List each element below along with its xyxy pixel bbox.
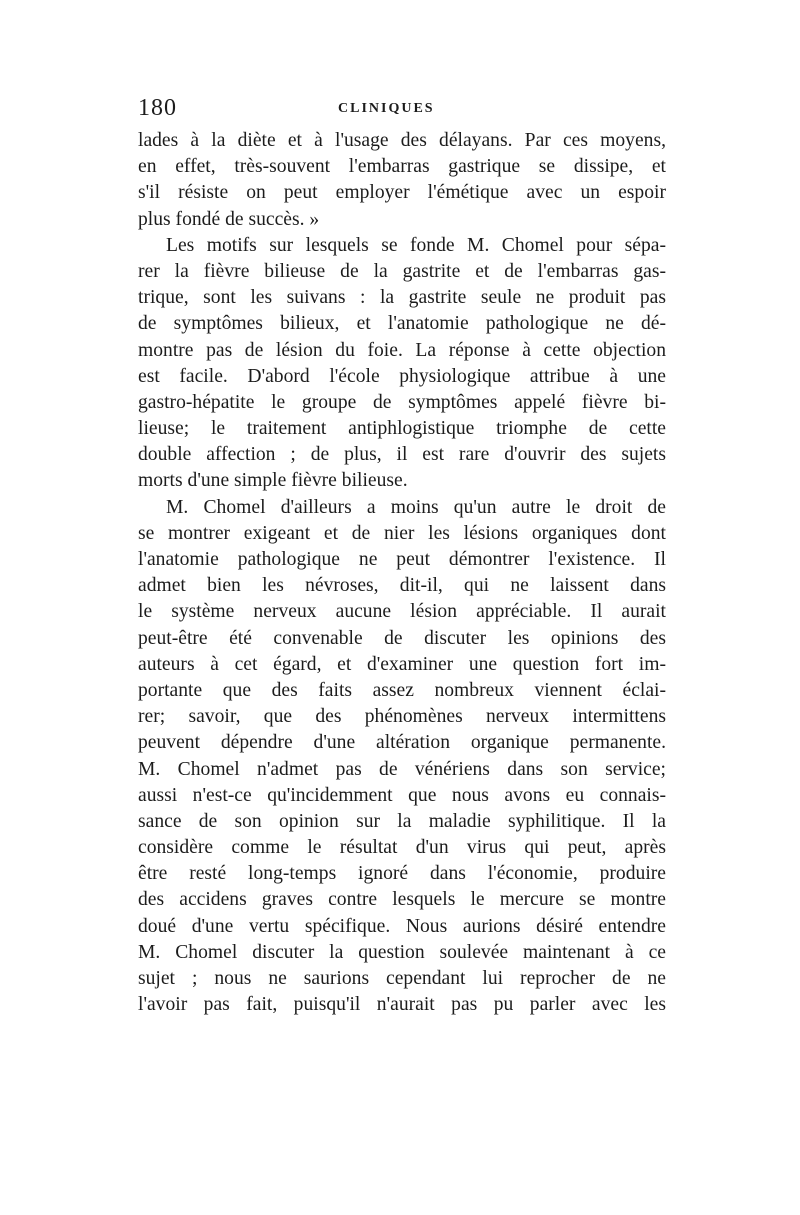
- text-line: des accidens graves contre lesquels le mercure se montre: [138, 889, 666, 911]
- text-line: rer la fièvre bilieuse de la gastrite et de l'embarras gas-: [138, 260, 666, 282]
- text-line: rer; savoir, que des phénomènes nerveux intermittens: [138, 706, 666, 728]
- text-line: se montrer exigeant et de nier les lésions organiques dont: [138, 522, 666, 544]
- text-line: portante que des faits assez nombreux viennent éclai-: [138, 679, 666, 701]
- text-line: lades à la diète et à l'usage des délayans. Par ces moyens,: [138, 130, 666, 151]
- text-line: le système nerveux aucune lésion appréciable. Il aurait: [138, 601, 666, 623]
- body-text: [138, 128, 666, 1018]
- text-line: auteurs à cet égard, et d'examiner une question fort im-: [138, 653, 666, 675]
- text-line: de symptômes bilieux, et l'anatomie pathologique ne dé-: [138, 313, 666, 335]
- text-line: trique, sont les suivans : la gastrite seule ne produit pas: [138, 287, 666, 309]
- text-line: l'avoir pas fait, puisqu'il n'aurait pas pu parler avec les: [138, 994, 666, 1016]
- running-head: CLINIQUES: [338, 101, 435, 116]
- text-line: sujet ; nous ne saurions cependant lui reprocher de ne: [138, 968, 666, 989]
- text-line: en effet, très-souvent l'embarras gastrique se dissipe, et: [138, 156, 666, 178]
- text-line: M. Chomel discuter la question soulevée maintenant à ce: [138, 941, 666, 963]
- text-line: considère comme le résultat d'un virus qui peut, après: [138, 837, 666, 859]
- text-line: sance de son opinion sur la maladie syphilitique. Il la: [138, 810, 666, 832]
- text-line: lieuse; le traitement antiphlogistique triomphe de cette: [138, 418, 666, 440]
- text-line: double affection ; de plus, il est rare d'ouvrir des sujets: [138, 444, 666, 466]
- text-line: M. Chomel n'admet pas de vénériens dans son service;: [138, 758, 666, 780]
- text-line: aussi n'est-ce qu'incidemment que nous avons eu connais-: [138, 784, 666, 806]
- text-line: l'anatomie pathologique ne peut démontrer l'existence. Il: [138, 549, 666, 570]
- text-line: morts d'une simple fièvre bilieuse.: [138, 470, 408, 492]
- text-line: doué d'une vertu spécifique. Nous aurions désiré entendre: [138, 915, 666, 937]
- text-line: plus fondé de succès. »: [138, 208, 320, 230]
- paragraph-first-line: M. Chomel d'ailleurs a moins qu'un autre le droit de: [166, 496, 666, 518]
- text-line: peuvent dépendre d'une altération organique permanente.: [138, 732, 666, 754]
- text-line: gastro-hépatite le groupe de symptômes appelé fièvre bi-: [138, 391, 666, 413]
- text-line: peut-être été convenable de discuter les opinions des: [138, 627, 666, 649]
- text-line: s'il résiste on peut employer l'émétique avec un espoir: [138, 182, 666, 204]
- text-line: montre pas de lésion du foie. La réponse à cette objection: [138, 339, 666, 361]
- text-line: admet bien les névroses, dit-il, qui ne laissent dans: [138, 575, 666, 597]
- text-line: est facile. D'abord l'école physiologique attribue à une: [138, 365, 666, 387]
- page-number: 180: [138, 95, 177, 121]
- text-line: être resté long-temps ignoré dans l'économie, produire: [138, 863, 666, 885]
- page-header: [138, 95, 666, 125]
- paragraph-first-line: Les motifs sur lesquels se fonde M. Chomel pour sépa-: [166, 234, 666, 256]
